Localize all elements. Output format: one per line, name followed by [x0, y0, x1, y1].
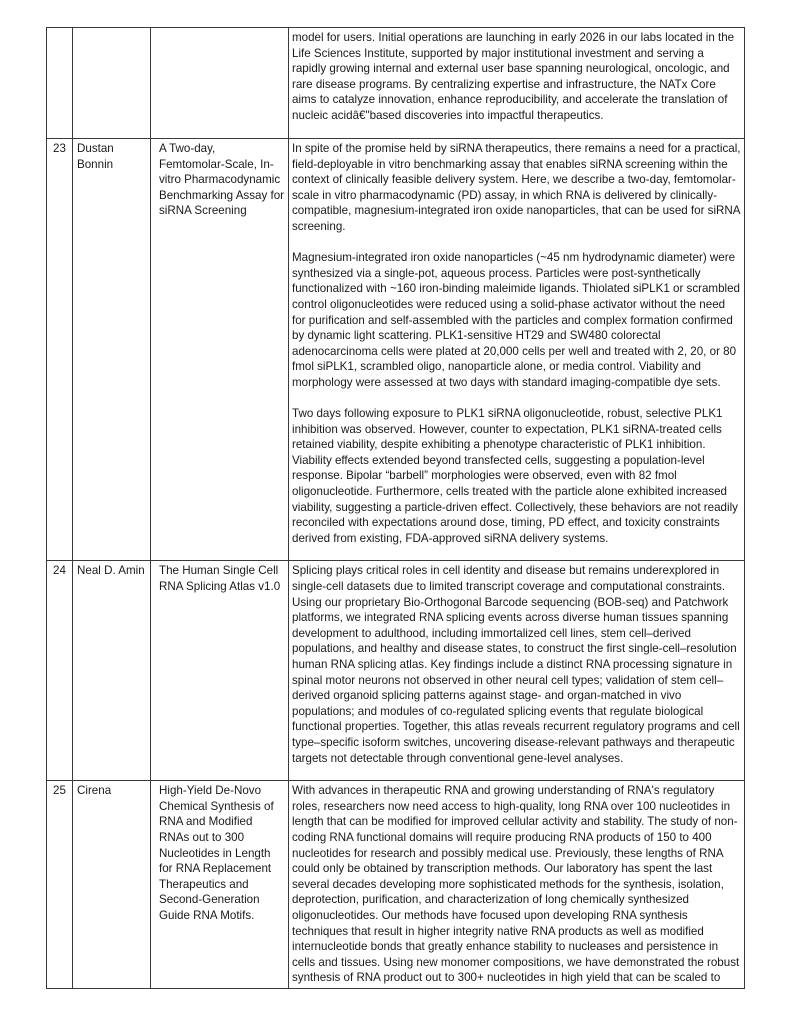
- row-number: 24: [47, 561, 73, 781]
- abstract-paragraph: Splicing plays critical roles in cell identity and disease but remains underexplored in single-cell datasets due to limited transcript coverage and computational constraints. Using our proprietary Bio-Orthogonal Barcode sequencing (BOB-seq) and Patchwork platforms, we integrated RNA splicing events across diverse human tissues spanning development to adulthood, including immortalized cell lines, stem cell–derived populations, and healthy and disease states, to construct the first single-cell–resolution human RNA splicing atlas. Key findings include a distinct RNA processing signature in spinal motor neurons not observed in other neural cell types; validation of stem cell–derived organoid splicing patterns against stage- and organ-matched in vivo populations; and modules of co-regulated splicing events that regulate biological functional properties. Together, this atlas reveals recurrent regulatory programs and cell type–specific isoform switches, uncovering disease-relevant pathways and therapeutic targets not detectable through conventional gene-level analyses.: [292, 564, 740, 765]
- abstract-paragraph: With advances in therapeutic RNA and growing understanding of RNA's regulatory roles, researchers now need access to high-quality, long RNA over 100 nucleotides in length that can be modified for improved cellular activity and stability. The study of non-coding RNA functional domains will require producing RNA products of 150 to 400 nucleotides for research and possibly medical use. Previously, these lengths of RNA could only be obtained by transcription methods. Our laboratory has spent the last several decades developing more sophisticated methods for the synthesis, isolation, deprotection, purification, and characterization of long chemically synthesized oligonucleotides. Our methods have focused upon developing RNA synthesis techniques that result in higher integrity native RNA products as well as modified internucleotide bonds that greatly enhance stability to nucleases and persistence in cells and tissues. Using new monomer compositions, we have demonstrated the robust synthesis of RNA product out to 300+ nucleotides in high yield that can be scaled to: [292, 784, 740, 985]
- author-cell: [73, 28, 151, 139]
- abstracts-table: [46, 27, 745, 989]
- row-number: [47, 28, 73, 139]
- title-cell: A Two-day, Femtomolar-Scale, In-vitro Pharmacodynamic Benchmarking Assay for siRNA Screening: [151, 139, 289, 561]
- row-number: 25: [47, 781, 73, 989]
- table-row: [47, 28, 745, 139]
- table-row: [47, 781, 745, 989]
- abstract-paragraph: In spite of the promise held by siRNA therapeutics, there remains a need for a practical, field-deployable in vitro benchmarking assay that enables siRNA screening within the context of clinically feasible delivery system. Here, we describe a two-day, femtomolar-scale in vitro pharmacodynamic (PD) assay, in which RNA is delivered by clinically-compatible, magnesium-integrated iron oxide nanoparticles, that can be used for siRNA screening.: [292, 142, 741, 233]
- abstract-paragraph: Two days following exposure to PLK1 siRNA oligonucleotide, robust, selective PLK1 inhibition was observed. However, counter to expectation, PLK1 siRNA-treated cells retained viability, despite exhibiting a phenotype characteristic of PLK1 inhibition. Viability effects extended beyond transfected cells, suggesting a population-level response. Bipolar “barbell” morphologies were observed, even with 82 fmol oligonucleotide. Furthermore, cells treated with the particle alone exhibited increased viability, suggesting a particle-driven effect. Collectively, these behaviors are not readily reconciled with expectations around dose, timing, PD effect, and toxicity constraints derived from existing, FDA-approved siRNA delivery systems.: [292, 407, 738, 545]
- table-row: [47, 561, 745, 781]
- author-cell: Neal D. Amin: [73, 561, 151, 781]
- abstract-paragraph: model for users. Initial operations are launching in early 2026 in our labs located in the Life Sciences Institute, supported by major institutional investment and serving a rapidly growing internal and external user base spanning neurological, oncologic, and rare disease programs. By centralizing expertise and infrastructure, the NATx Core aims to catalyze innovation, enhance reproducibility, and accelerate the translation of nucleic acidâ€"based discoveries into impactful therapeutics.: [292, 31, 735, 122]
- abstract-cell: [289, 781, 745, 989]
- title-cell: High-Yield De-Novo Chemical Synthesis of RNA and Modified RNAs out to 300 Nucleotides in Length for RNA Replacement Therapeutics and Second-Generation Guide RNA Motifs.: [151, 781, 289, 989]
- row-number: 23: [47, 139, 73, 561]
- title-cell: The Human Single Cell RNA Splicing Atlas v1.0: [151, 561, 289, 781]
- abstract-cell: [289, 139, 745, 561]
- author-cell: Cirena: [73, 781, 151, 989]
- abstract-cell: [289, 561, 745, 781]
- title-cell: [151, 28, 289, 139]
- abstract-cell: [289, 28, 745, 139]
- abstract-paragraph: Magnesium-integrated iron oxide nanoparticles (~45 nm hydrodynamic diameter) were synthesized via a single-pot, aqueous process. Particles were post-synthetically functionalized with ~160 iron-binding maleimide ligands. Thiolated siPLK1 or scrambled control oligonucleotides were reduced using a solid-phase activator without the need for purification and self-assembled with the particles and complex formation confirmed by dynamic light scattering. PLK1-sensitive HT29 and SW480 colorectal adenocarcinoma cells were plated at 20,000 cells per well and treated with 2, 20, or 80 fmol siPLK1, scrambled oligo, nanoparticle alone, or media control. Viability and morphology were assessed at two days with standard imaging-compatible dye sets.: [292, 251, 741, 389]
- table-row: [47, 139, 745, 561]
- author-cell: Dustan Bonnin: [73, 139, 151, 561]
